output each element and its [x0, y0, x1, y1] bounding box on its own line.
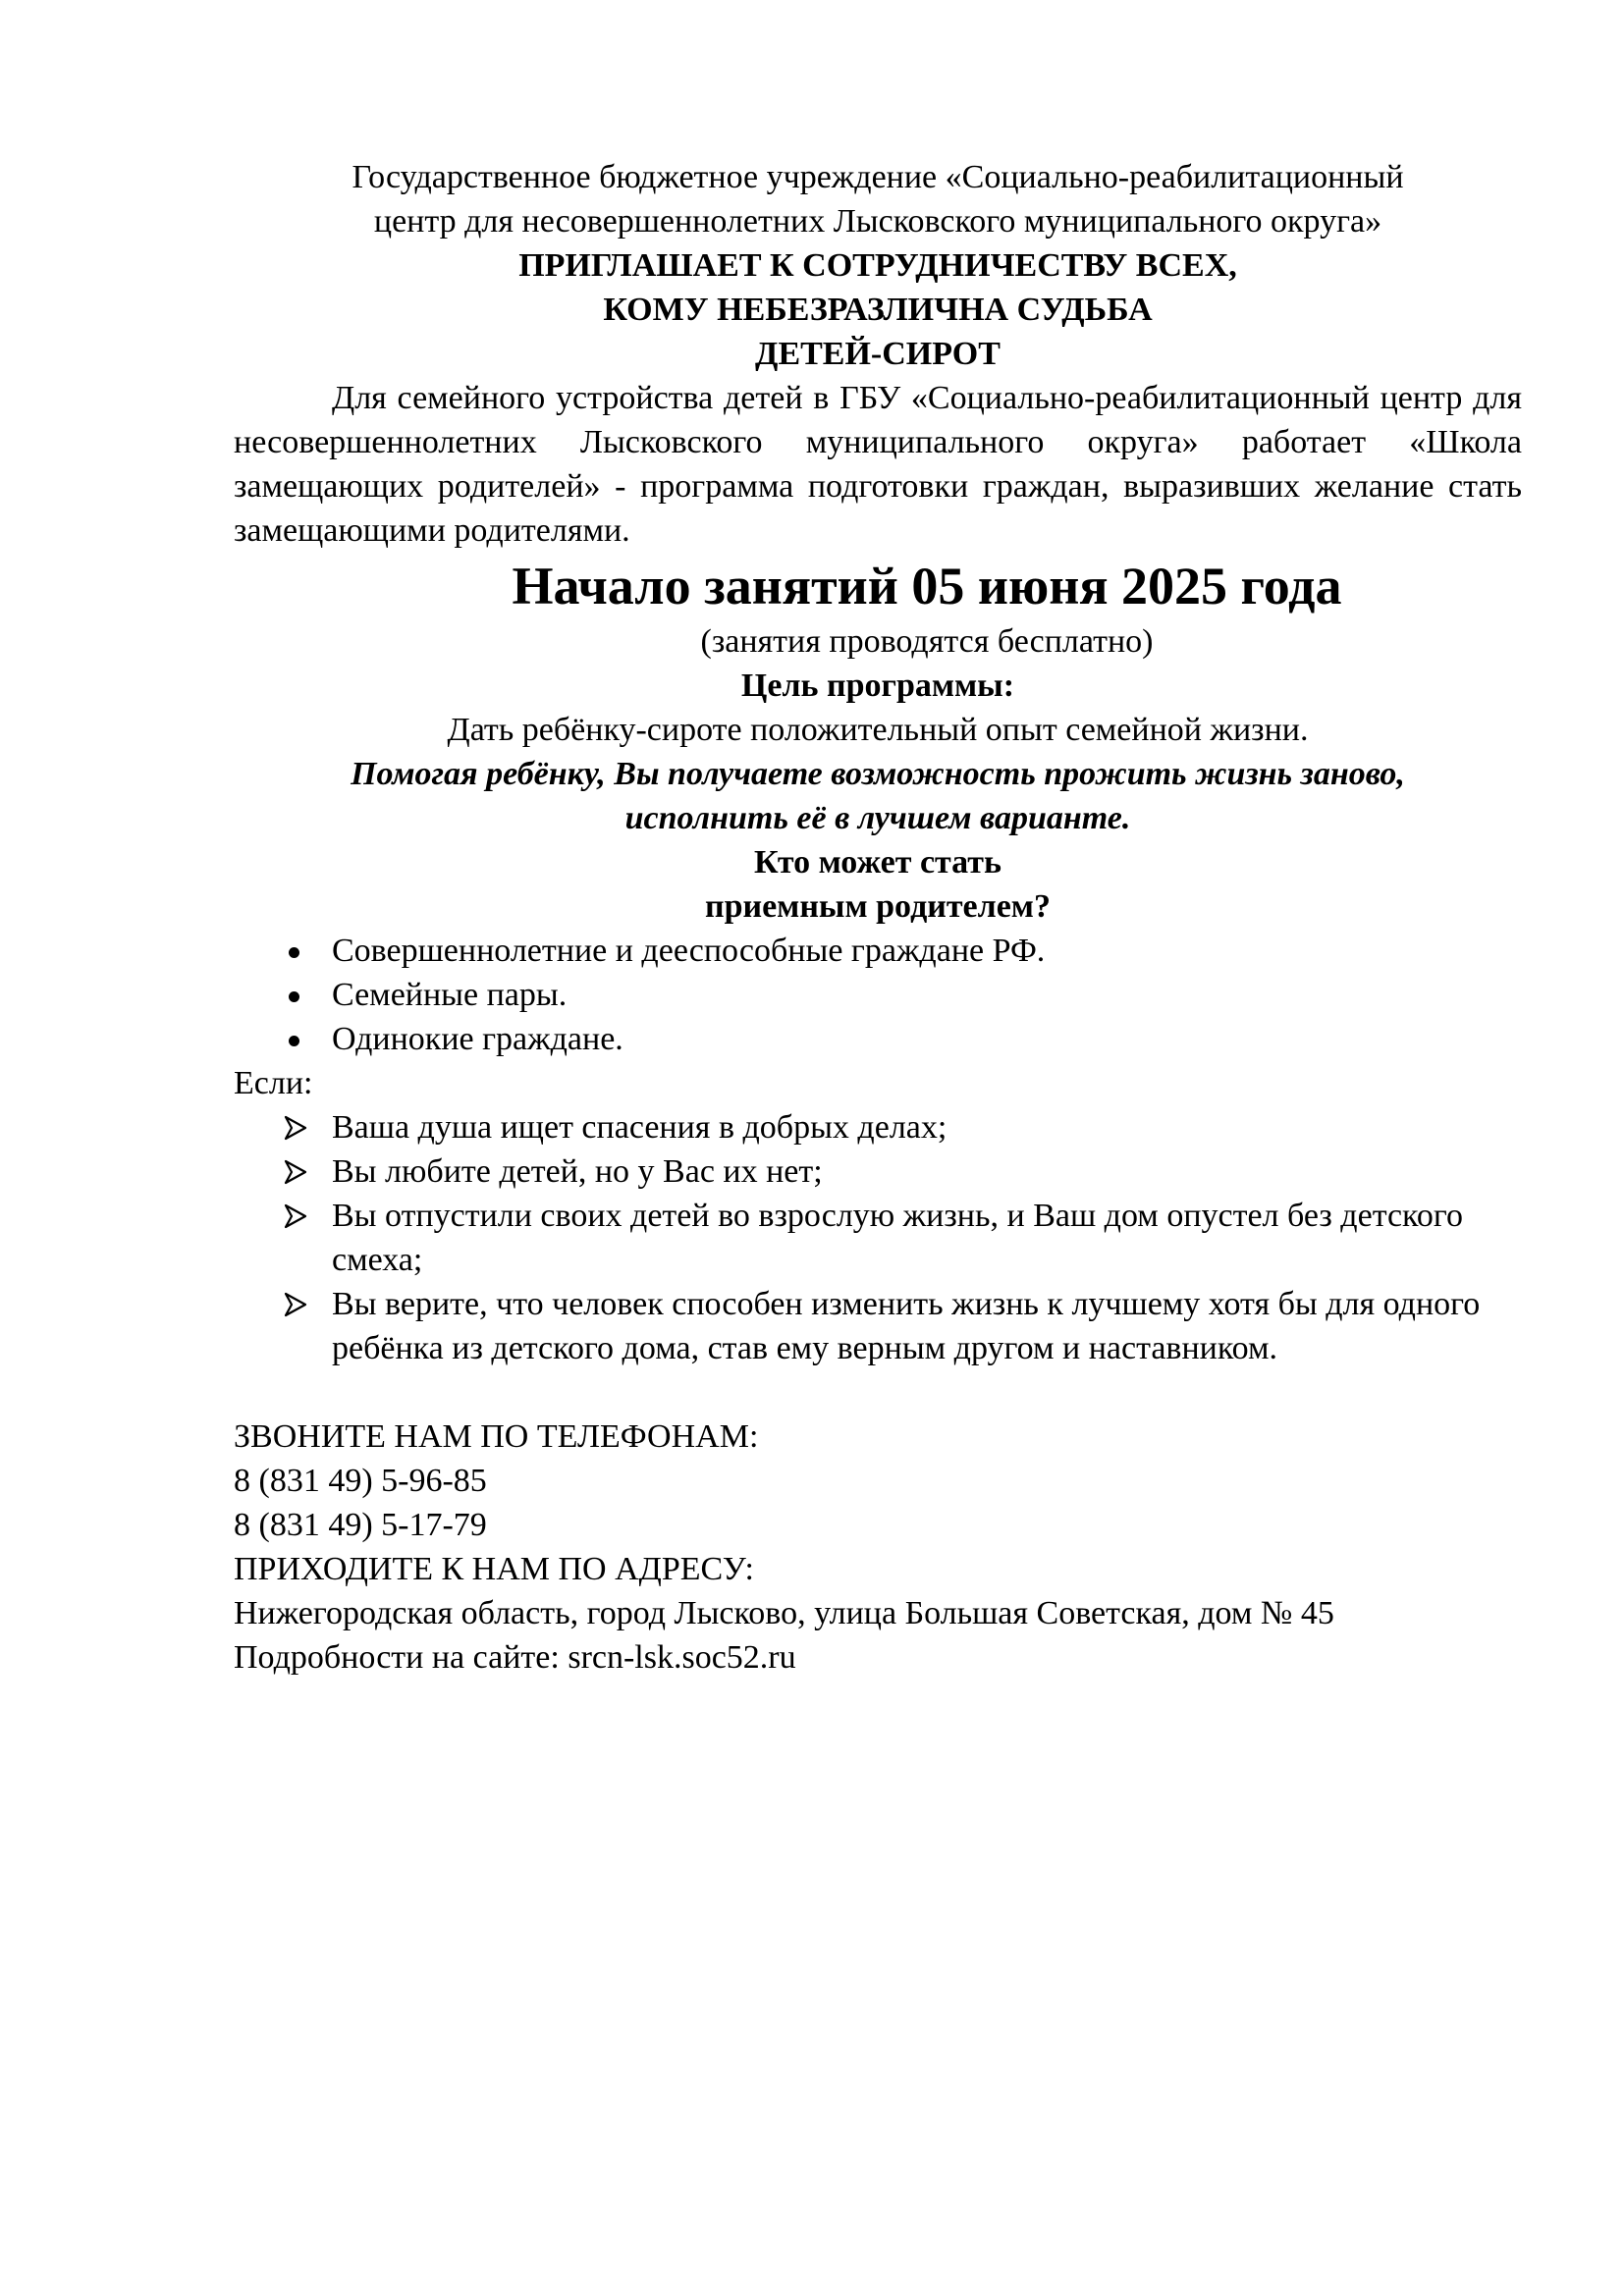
invite-line-3: ДЕТЕЙ-СИРОТ — [755, 336, 1001, 372]
list-item — [234, 1017, 1522, 1061]
list-item — [234, 1149, 1522, 1194]
goal-heading: Цель программы: — [740, 667, 1015, 704]
free-note: (занятия проводятся бесплатно) — [700, 623, 1154, 660]
list-item — [234, 1105, 1522, 1149]
list-item — [234, 973, 1522, 1017]
arrow-bullet-icon — [283, 1203, 308, 1229]
website-text: Подробности на сайте: srcn-lsk.soc52.ru — [234, 1639, 796, 1676]
arrow-bullet-icon — [283, 1292, 308, 1317]
goal-quote-line-1: Помогая ребёнку, Вы получаете возможность прожить жизнь заново, — [351, 756, 1405, 792]
if-label: Если: — [234, 1065, 313, 1101]
list-item-text: Одинокие граждане. — [332, 1021, 623, 1057]
invite-line-2: КОМУ НЕБЕЗРАЗЛИЧНА СУДЬБА — [603, 292, 1153, 328]
intro-paragraph: Для семейного устройства детей в ГБУ «Социально-реабилитационный центр для несовершеннолетних Лысковского муниципального округа» работает «Школа замещающих родителей» - программа подготовки граждан, выразивших желание стать замещающими родителями. — [234, 380, 1522, 549]
if-list — [234, 1105, 1522, 1370]
arrow-bullet-icon — [283, 1115, 308, 1141]
address-text: Нижегородская область, город Лысково, улица Большая Советская, дом № 45 — [234, 1595, 1334, 1631]
goal-text: Дать ребёнку-сироте положительный опыт семейной жизни. — [447, 712, 1309, 748]
list-item — [234, 1282, 1522, 1370]
address-heading: ПРИХОДИТЕ К НАМ ПО АДРЕСУ: — [234, 1551, 754, 1587]
org-line-1: Государственное бюджетное учреждение «Социально-реабилитационный — [352, 159, 1404, 195]
invite-line-1: ПРИГЛАШАЕТ К СОТРУДНИЧЕСТВУ ВСЕХ, — [518, 247, 1237, 284]
goal-quote-line-2: исполнить её в лучшем варианте. — [624, 800, 1131, 836]
phone-number: 8 (831 49) 5-96-85 — [234, 1463, 487, 1499]
org-line-2: центр для несовершеннолетних Лысковского муниципального округа» — [373, 203, 1382, 240]
list-item — [234, 929, 1522, 973]
start-date-title: Начало занятий 05 июня 2025 года — [512, 557, 1342, 615]
list-item-text: Совершеннолетние и дееспособные граждане РФ. — [332, 933, 1046, 969]
who-list — [234, 929, 1522, 1061]
who-heading-line-1: Кто может стать — [754, 844, 1001, 881]
list-item-text: Семейные пары. — [332, 977, 568, 1013]
arrow-bullet-icon — [283, 1159, 308, 1185]
list-item-text: Вы любите детей, но у Вас их нет; — [332, 1153, 823, 1190]
list-item-text: Ваша душа ищет спасения в добрых делах; — [332, 1109, 947, 1146]
list-item — [234, 1194, 1522, 1282]
list-item-text: Вы отпустили своих детей во взрослую жизнь, и Ваш дом опустел без детского смеха; — [332, 1198, 1463, 1278]
phone-number: 8 (831 49) 5-17-79 — [234, 1507, 487, 1543]
document-body — [234, 155, 1522, 1680]
list-item-text: Вы верите, что человек способен изменить жизнь к лучшему хотя бы для одного ребёнка из детского дома, став ему верным другом и наставником. — [332, 1286, 1481, 1366]
phones-heading: ЗВОНИТЕ НАМ ПО ТЕЛЕФОНАМ: — [234, 1418, 759, 1455]
who-heading-line-2: приемным родителем? — [705, 888, 1051, 925]
